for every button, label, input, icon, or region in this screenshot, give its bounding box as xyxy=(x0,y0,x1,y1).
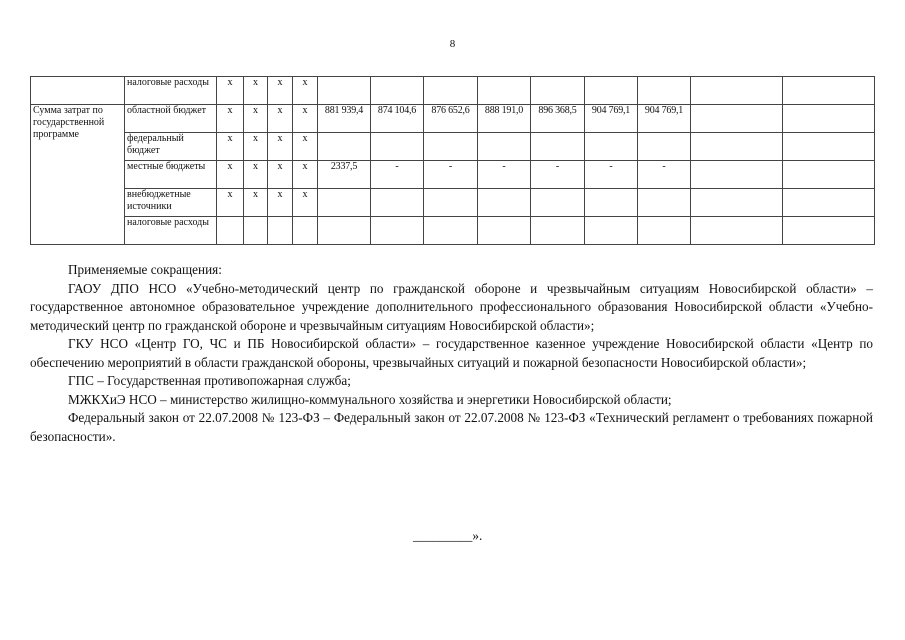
result-cell xyxy=(783,217,875,245)
year-value-cell xyxy=(531,77,585,105)
year-value-cell xyxy=(371,77,424,105)
closing-mark: _________». xyxy=(413,528,483,543)
code-flag-cell: х xyxy=(217,189,244,217)
executor-cell xyxy=(691,77,783,105)
year-value-cell xyxy=(638,217,691,245)
year-value-cell: - xyxy=(585,161,638,189)
code-flag-cell: х xyxy=(244,161,268,189)
year-value-cell xyxy=(585,217,638,245)
funding-source-cell: федеральный бюджет xyxy=(125,133,217,161)
year-value-cell xyxy=(638,189,691,217)
year-value-cell xyxy=(478,77,531,105)
year-value-cell: 888 191,0 xyxy=(478,105,531,133)
year-value-cell xyxy=(531,189,585,217)
code-flag-cell: х xyxy=(268,77,293,105)
year-value-cell xyxy=(638,77,691,105)
abbreviation-federal-law: Федеральный закон от 22.07.2008 № 123-ФЗ – Федеральный закон от 22.07.2008 № 123-ФЗ «Технический регламент о требованиях пожарной безопасности». xyxy=(30,410,873,444)
year-value-cell xyxy=(318,189,371,217)
funding-source-cell: местные бюджеты xyxy=(125,161,217,189)
year-value-cell xyxy=(478,133,531,161)
funding-source-cell: внебюджетные источники xyxy=(125,189,217,217)
year-value-cell xyxy=(585,133,638,161)
code-flag-cell xyxy=(217,217,244,245)
code-flag-cell xyxy=(244,217,268,245)
code-flag-cell: х xyxy=(268,161,293,189)
executor-cell xyxy=(691,105,783,133)
code-flag-cell: х xyxy=(293,77,318,105)
code-flag-cell: х xyxy=(217,105,244,133)
abbreviations-section xyxy=(30,261,873,446)
year-value-cell xyxy=(424,133,478,161)
code-flag-cell: х xyxy=(244,77,268,105)
table-row xyxy=(31,77,875,105)
year-value-cell xyxy=(531,217,585,245)
year-value-cell: 2337,5 xyxy=(318,161,371,189)
year-value-cell xyxy=(478,189,531,217)
year-value-cell xyxy=(585,77,638,105)
year-value-cell xyxy=(318,133,371,161)
executor-cell xyxy=(691,161,783,189)
table-row xyxy=(31,217,875,245)
code-flag-cell: х xyxy=(244,133,268,161)
executor-cell xyxy=(691,133,783,161)
year-value-cell xyxy=(531,133,585,161)
code-flag-cell: х xyxy=(268,105,293,133)
code-flag-cell: х xyxy=(293,105,318,133)
year-value-cell xyxy=(424,77,478,105)
year-value-cell: - xyxy=(424,161,478,189)
code-flag-cell xyxy=(268,217,293,245)
table-row xyxy=(31,189,875,217)
code-flag-cell: х xyxy=(244,105,268,133)
year-value-cell: 904 769,1 xyxy=(638,105,691,133)
year-value-cell xyxy=(424,217,478,245)
code-flag-cell: х xyxy=(217,161,244,189)
year-value-cell xyxy=(424,189,478,217)
year-value-cell xyxy=(478,217,531,245)
year-value-cell xyxy=(585,189,638,217)
code-flag-cell: х xyxy=(217,133,244,161)
funding-source-cell: налоговые расходы xyxy=(125,217,217,245)
result-cell xyxy=(783,133,875,161)
year-value-cell: - xyxy=(531,161,585,189)
year-value-cell: - xyxy=(478,161,531,189)
year-value-cell: - xyxy=(371,161,424,189)
result-cell xyxy=(783,77,875,105)
year-value-cell xyxy=(318,77,371,105)
year-value-cell xyxy=(371,189,424,217)
abbreviation-mzhkhie: МЖКХиЭ НСО – министерство жилищно-коммунального хозяйства и энергетики Новосибирской области; xyxy=(68,391,672,407)
year-value-cell xyxy=(638,133,691,161)
code-flag-cell: х xyxy=(293,161,318,189)
year-value-cell: - xyxy=(638,161,691,189)
abbreviation-gku: ГКУ НСО «Центр ГО, ЧС и ПБ Новосибирской области» – государственное казенное учреждение Новосибирской области «Центр по обеспечению мероприятий в области гражданской обороны, чрезвычайных ситуаций и пожарной безопасности Новосибирской области»; xyxy=(30,336,873,370)
year-value-cell xyxy=(371,217,424,245)
result-cell xyxy=(783,105,875,133)
abbreviations-heading: Применяемые сокращения: xyxy=(68,262,222,277)
code-flag-cell: х xyxy=(268,189,293,217)
year-value-cell: 881 939,4 xyxy=(318,105,371,133)
executor-cell xyxy=(691,217,783,245)
abbreviation-gaou: ГАОУ ДПО НСО «Учебно-методический центр по гражданской обороне и чрезвычайным ситуациям Новосибирской области» – государственное автономное образовательное учреждение дополнительного профессионального образования Новосибирской области «Учебно-методический центр по гражданской обороне и чрезвычайным ситуациям Новосибирской области»; xyxy=(30,280,873,333)
executor-cell xyxy=(691,189,783,217)
result-cell xyxy=(783,189,875,217)
code-flag-cell: х xyxy=(268,133,293,161)
year-value-cell: 876 652,6 xyxy=(424,105,478,133)
budget-table xyxy=(30,76,875,245)
year-value-cell: 874 104,6 xyxy=(371,105,424,133)
year-value-cell xyxy=(371,133,424,161)
row-label-cell xyxy=(31,77,125,105)
funding-source-cell: областной бюджет xyxy=(125,105,217,133)
table-row xyxy=(31,105,875,133)
table-row xyxy=(31,133,875,161)
page-number: 8 xyxy=(449,38,456,50)
year-value-cell: 904 769,1 xyxy=(585,105,638,133)
code-flag-cell: х xyxy=(293,189,318,217)
program-total-label: Сумма затрат по государственной программе xyxy=(31,105,125,245)
code-flag-cell: х xyxy=(217,77,244,105)
table-row xyxy=(31,161,875,189)
year-value-cell xyxy=(318,217,371,245)
code-flag-cell xyxy=(293,217,318,245)
funding-source-cell: налоговые расходы xyxy=(125,77,217,105)
year-value-cell: 896 368,5 xyxy=(531,105,585,133)
abbreviation-gps: ГПС – Государственная противопожарная служба; xyxy=(68,373,351,388)
code-flag-cell: х xyxy=(293,133,318,161)
result-cell xyxy=(783,161,875,189)
code-flag-cell: х xyxy=(244,189,268,217)
